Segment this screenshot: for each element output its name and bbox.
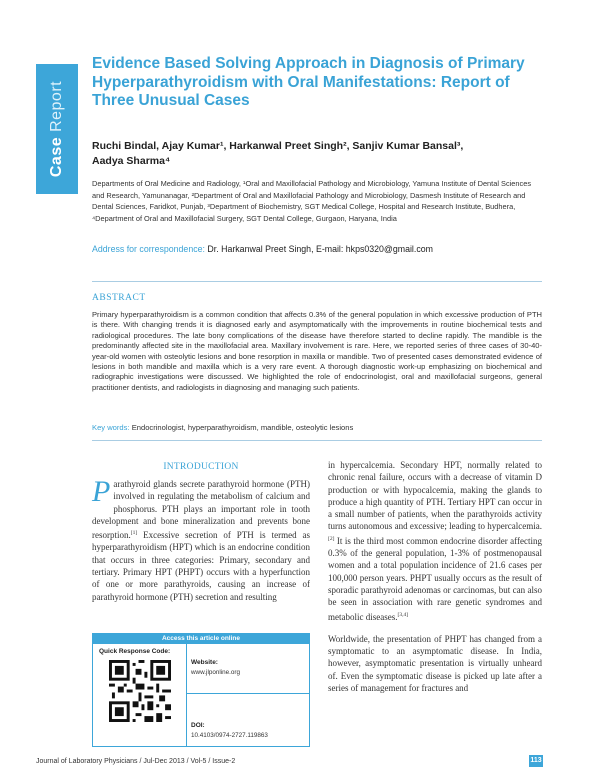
qr-code-icon[interactable]: [109, 660, 171, 722]
abstract-heading: ABSTRACT: [92, 293, 146, 303]
box-divider-vertical: [186, 644, 187, 746]
divider-bottom: [92, 440, 542, 441]
article-title: Evidence Based Solving Approach in Diagnosis of Primary Hyperparathyroidism with Oral Manifestations: Report of Three Unusual Cases: [92, 55, 525, 109]
doi-link[interactable]: 10.4103/0974-2727.119863: [191, 732, 268, 739]
drop-cap: P: [92, 475, 111, 508]
ref-2[interactable]: [2]: [328, 535, 335, 542]
intro-text-2: Excessive secretion of PTH is termed as hyperparathyroidism (HPT) which is an endocrine condition that occurs in three categories: Primary, secondary and tertiary. Primary HPT (PHPT) occurs with a hyperfunction of one or more parathyroids, causing an increase of parathyroid hormone (PTH) secretion and resulting: [92, 530, 310, 602]
authors-line-1: Ruchi Bindal, Ajay Kumar¹, Harkanwal Preet Singh², Sanjiv Kumar Bansal³,: [92, 140, 464, 152]
case-report-tab: [36, 64, 78, 194]
correspondence-label: Address for correspondence:: [92, 244, 205, 254]
abstract-body: Primary hyperparathyroidism is a common condition that affects 0.3% of the general population in which excessive production of PTH is there. With changing trends it is diagnosed early and asymptomatically with the improvements in routine biochemical tests and radiological procedures. The late bony complications of the disease have therefore started to decline rapidly. The mandible is the predominantly affected site in the maxillofacial area. Maxillary involvement is rare. Here, we reported series of three cases of 30-40-year-old women with osteolytic lesions and bone resorption in maxilla or mandible. Two of presented cases demonstrated evidence of lesions in both mandible and maxilla which is a very rare event. A thorough diagnostic work-up emphasizing on biochemical and radiographic investigations were discussed. We highlighted the role of endocrinologist, oral and maxillofacial surgeons, general practitioner dentists, and radiologists in diagnosing and managing such patients.: [92, 310, 542, 392]
intro-column-1: [92, 475, 310, 603]
box-divider-horizontal: [186, 693, 309, 694]
keywords-label: Key words:: [92, 423, 130, 432]
website-label: Website:: [191, 659, 218, 666]
intro-text-3: in hypercalcemia. Secondary HPT, normally related to chronic renal failure, occurs with a decrease of vitamin D production or with hypocalcemia, making the glands to produce a high quantity of PTH. Tertiary HPT can occur in a small number of patients, when the parathyroids activity turns autonomous and excessive; leading to hypercalcemia.: [328, 460, 542, 532]
tab-label-case: Case: [48, 136, 65, 178]
doi-label: DOI:: [191, 722, 205, 729]
website-link[interactable]: www.jlponline.org: [191, 669, 241, 676]
keywords: [92, 423, 542, 432]
authors: [92, 139, 532, 169]
page-number: 113: [529, 755, 543, 767]
correspondence-value: Dr. Harkanwal Preet Singh, E-mail: hkps0320@gmail.com: [207, 244, 433, 254]
access-bar: Access this article online: [93, 634, 309, 644]
journal-footer: Journal of Laboratory Physicians / Jul-Dec 2013 / Vol-5 / Issue-2: [36, 758, 236, 765]
intro-text-1: arathyroid glands secrete parathyroid hormone (PTH) involved in regulating the metabolism of calcium and phosphorus. PTH plays an important role in tooth development and bone mineralization and prevents bone resorption.: [92, 479, 310, 541]
qr-label: Quick Response Code:: [99, 648, 171, 655]
intro-column-2: [328, 459, 542, 694]
intro-paragraph-1: [328, 459, 542, 623]
introduction-heading: INTRODUCTION: [163, 462, 239, 472]
divider-top: [92, 281, 542, 282]
authors-line-2: Aadya Sharma⁴: [92, 155, 171, 167]
tab-label-report: Report: [48, 80, 65, 132]
intro-text-4: It is the third most common endocrine disorder affecting 0.3% of the general population, 1-3% of postmenopausal women and a total population incidence of 21.6 cases per 100,000 person years. PHPT usually occurs as the result of sporadic parathyroid adenomas or carcinomas, but can also be seen in association with rare genetic syndromes and metabolic diseases.: [328, 535, 542, 622]
keywords-value: Endocrinologist, hyperparathyroidism, mandible, osteolytic lesions: [131, 423, 354, 432]
ref-1[interactable]: [1]: [130, 530, 138, 537]
access-online-box: [92, 633, 310, 747]
affiliations: Departments of Oral Medicine and Radiology, ¹Oral and Maxillofacial Pathology and Microbiology, Yamuna Institute of Dental Sciences and Research, Yamunanagar, ²Department of Oral and Maxillofacial Pathology and Microbiology, Dasmesh Institute of Research and Dental Sciences, Faridkot, Punjab, ³Department of Biochemistry, SGT Medical College, Hospital and Research Institute, Budhera, ⁴Department of Oral and Maxillofacial Surgery, SGT Dental College, Gurgaon, Haryana, India: [92, 179, 532, 223]
ref-3-4[interactable]: [3,4]: [397, 611, 409, 618]
intro-paragraph-2: Worldwide, the presentation of PHPT has changed from a symptomatic to an asymptomatic disease. In India, however, asymptomatic presentation is virtually unheard of. Even the symptomatic disease is picked up late after a series of management for fractures and: [328, 633, 542, 694]
correspondence: [92, 244, 562, 254]
